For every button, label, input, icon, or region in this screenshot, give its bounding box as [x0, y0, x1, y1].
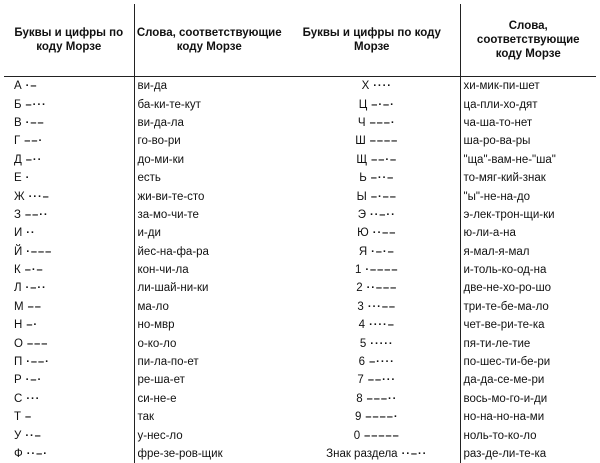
mnemonic-word: есть — [138, 172, 161, 184]
morse-code: –·– — [25, 264, 44, 276]
morse-character: О — [14, 338, 23, 350]
left-word-cell — [134, 187, 284, 205]
mnemonic-word: "ща"-вам-не-"ша" — [464, 154, 556, 166]
morse-code: ··–·· — [370, 209, 396, 221]
mnemonic-word: вось-мо-го-и-ди — [464, 393, 548, 405]
left-word-cell — [134, 371, 284, 389]
mnemonic-word: ча-ша-то-нет — [464, 117, 533, 129]
morse-code: ···· — [373, 80, 392, 92]
right-word-cell — [460, 261, 596, 279]
mnemonic-word: и-ди — [138, 227, 161, 239]
morse-code: ·–·· — [26, 282, 47, 294]
right-letter-cell — [284, 95, 460, 113]
right-letter-cell — [284, 298, 460, 316]
left-letter-cell — [4, 408, 134, 426]
right-word-cell — [460, 224, 596, 242]
left-word-cell — [134, 224, 284, 242]
morse-code: ··– — [25, 430, 41, 442]
left-word-cell — [134, 151, 284, 169]
mnemonic-word: по-шес-ти-бе-ри — [464, 356, 551, 368]
table-row — [4, 445, 596, 463]
right-letter-cell — [284, 316, 460, 334]
mnemonic-word: пи-ла-по-ет — [138, 356, 199, 368]
table-header — [4, 4, 596, 77]
mnemonic-word: э-лек-трон-щи-ки — [464, 209, 555, 221]
left-letter-cell — [4, 261, 134, 279]
morse-code: –·–· — [371, 99, 395, 111]
morse-character: К — [14, 264, 21, 276]
right-word-cell — [460, 279, 596, 297]
left-letter-cell — [4, 334, 134, 352]
right-letter-cell — [284, 206, 460, 224]
morse-character: Ч — [358, 117, 366, 129]
left-letter-cell — [4, 114, 134, 132]
morse-code: ––––· — [365, 411, 398, 423]
table-row — [4, 243, 596, 261]
right-letter-cell — [284, 353, 460, 371]
table-row — [4, 334, 596, 352]
morse-character: Ю — [357, 227, 369, 239]
morse-code: ··–– — [373, 227, 397, 239]
mnemonic-word: ви-да-ла — [138, 117, 184, 129]
header-words-left: Слова, соответствующие коду Морзе — [134, 4, 284, 77]
table-body — [4, 77, 596, 463]
right-word-cell — [460, 390, 596, 408]
table-row — [4, 316, 596, 334]
morse-code: ··––– — [367, 282, 398, 294]
table-row — [4, 206, 596, 224]
morse-character: Р — [14, 374, 22, 386]
morse-code: ····· — [370, 338, 393, 350]
morse-code: ––· — [24, 135, 43, 147]
morse-character: С — [14, 393, 22, 405]
morse-character: Ь — [359, 172, 367, 184]
mnemonic-word: у-нес-ло — [138, 430, 183, 442]
mnemonic-word: чет-ве-ри-те-ка — [464, 319, 545, 331]
right-word-cell — [460, 445, 596, 463]
morse-character: Щ — [356, 154, 367, 166]
morse-character: Й — [14, 246, 22, 258]
left-letter-cell — [4, 95, 134, 113]
left-letter-cell — [4, 426, 134, 444]
morse-code: –·· — [26, 154, 42, 166]
morse-character: Ц — [359, 99, 368, 111]
table-row — [4, 151, 596, 169]
left-word-cell — [134, 298, 284, 316]
morse-character: 3 — [357, 301, 363, 313]
mnemonic-word: пя-ти-ле-тие — [464, 338, 531, 350]
left-word-cell — [134, 77, 284, 96]
morse-character: Г — [14, 135, 20, 147]
left-letter-cell — [4, 77, 134, 96]
left-letter-cell — [4, 279, 134, 297]
right-word-cell — [460, 169, 596, 187]
table-row — [4, 224, 596, 242]
morse-character: З — [14, 209, 21, 221]
morse-character: Ж — [14, 191, 25, 203]
left-letter-cell — [4, 353, 134, 371]
right-letter-cell — [284, 445, 460, 463]
morse-character: Л — [14, 282, 22, 294]
right-letter-cell — [284, 224, 460, 242]
table-row — [4, 426, 596, 444]
header-letters-right: Буквы и цифры по коду Морзе — [284, 4, 460, 77]
morse-code: ––––– — [364, 430, 400, 442]
left-letter-cell — [4, 371, 134, 389]
morse-code: ·––· — [26, 356, 50, 368]
morse-code-table — [4, 4, 596, 463]
mnemonic-word: го-во-ри — [138, 135, 181, 147]
right-letter-cell — [284, 114, 460, 132]
right-letter-cell — [284, 243, 460, 261]
morse-character: А — [14, 80, 22, 92]
morse-character: М — [14, 301, 24, 313]
morse-code: ·– — [26, 80, 38, 92]
left-word-cell — [134, 132, 284, 150]
morse-character: 7 — [357, 374, 363, 386]
mnemonic-word: раз-де-ли-те-ка — [464, 448, 547, 460]
table-row — [4, 390, 596, 408]
mnemonic-word: ю-ли-а-на — [464, 227, 516, 239]
mnemonic-word: жи-ви-те-сто — [138, 191, 205, 203]
right-word-cell — [460, 95, 596, 113]
morse-code: –··– — [371, 172, 395, 184]
left-letter-cell — [4, 316, 134, 334]
mnemonic-word: да-да-се-ме-ри — [464, 374, 545, 386]
right-word-cell — [460, 243, 596, 261]
right-letter-cell — [284, 151, 460, 169]
left-word-cell — [134, 445, 284, 463]
right-letter-cell — [284, 169, 460, 187]
left-word-cell — [134, 353, 284, 371]
mnemonic-word: ли-шай-ни-ки — [138, 282, 209, 294]
mnemonic-word: то-мяг-кий-знак — [464, 172, 546, 184]
table-row — [4, 77, 596, 96]
right-word-cell — [460, 151, 596, 169]
morse-code: ··–· — [27, 448, 48, 460]
morse-character: У — [14, 430, 21, 442]
morse-character: Ш — [355, 135, 366, 147]
right-letter-cell — [284, 408, 460, 426]
mnemonic-word: фре-зе-ров-щик — [138, 448, 223, 460]
right-word-cell — [460, 77, 596, 96]
table-row — [4, 114, 596, 132]
morse-code: ··· — [26, 393, 40, 405]
table-row — [4, 408, 596, 426]
morse-character: Д — [14, 154, 22, 166]
mnemonic-word: ма-ло — [138, 301, 169, 313]
left-word-cell — [134, 261, 284, 279]
mnemonic-word: ба-ки-те-кут — [138, 99, 201, 111]
left-word-cell — [134, 390, 284, 408]
morse-code: –··· — [26, 99, 47, 111]
right-word-cell — [460, 426, 596, 444]
left-word-cell — [134, 334, 284, 352]
morse-character: 0 — [354, 430, 360, 442]
morse-character: Е — [14, 172, 22, 184]
morse-code: ·· — [26, 227, 35, 239]
right-word-cell — [460, 371, 596, 389]
left-letter-cell — [4, 298, 134, 316]
mnemonic-word: ноль-то-ко-ло — [464, 430, 537, 442]
morse-character: Н — [14, 319, 22, 331]
right-letter-cell — [284, 132, 460, 150]
right-word-cell — [460, 298, 596, 316]
morse-character: Т — [14, 411, 21, 423]
mnemonic-word: кон-чи-ла — [138, 264, 189, 276]
right-letter-cell — [284, 279, 460, 297]
right-word-cell — [460, 206, 596, 224]
morse-code: ––·– — [371, 154, 397, 166]
table-row — [4, 187, 596, 205]
right-letter-cell — [284, 77, 460, 96]
morse-code: ·–– — [26, 117, 45, 129]
right-word-cell — [460, 353, 596, 371]
morse-code: ––– — [27, 338, 48, 350]
left-word-cell — [134, 114, 284, 132]
right-word-cell — [460, 114, 596, 132]
mnemonic-word: ви-да — [138, 80, 167, 92]
mnemonic-word: ре-ша-ет — [138, 374, 185, 386]
morse-character: 8 — [356, 393, 362, 405]
left-word-cell — [134, 426, 284, 444]
left-letter-cell — [4, 132, 134, 150]
morse-code: ·–·– — [371, 246, 395, 258]
table-row — [4, 132, 596, 150]
table-row — [4, 279, 596, 297]
mnemonic-word: хи-мик-пи-шет — [464, 80, 540, 92]
right-letter-cell — [284, 426, 460, 444]
morse-character: 2 — [356, 282, 362, 294]
mnemonic-word: ца-пли-хо-дят — [464, 99, 538, 111]
left-letter-cell — [4, 390, 134, 408]
morse-character: Б — [14, 99, 22, 111]
left-letter-cell — [4, 445, 134, 463]
left-letter-cell — [4, 206, 134, 224]
morse-character: Х — [362, 80, 370, 92]
mnemonic-word: "ы"-не-на-до — [464, 191, 531, 203]
morse-code: ·–––– — [365, 264, 398, 276]
morse-code: –···· — [369, 356, 395, 368]
table-row — [4, 169, 596, 187]
morse-character: Э — [358, 209, 366, 221]
morse-character: Знак раздела — [326, 448, 397, 460]
right-word-cell — [460, 132, 596, 150]
right-letter-cell — [284, 371, 460, 389]
morse-code: · — [26, 172, 31, 184]
header-words-right: Слова, соответствующие коду Морзе — [460, 4, 596, 77]
table-row — [4, 298, 596, 316]
mnemonic-word: я-мал-я-мал — [464, 246, 530, 258]
left-word-cell — [134, 279, 284, 297]
table-row — [4, 353, 596, 371]
table-row — [4, 371, 596, 389]
morse-code: ···–– — [368, 301, 396, 313]
left-word-cell — [134, 243, 284, 261]
right-word-cell — [460, 187, 596, 205]
morse-character: 4 — [359, 319, 365, 331]
left-word-cell — [134, 408, 284, 426]
mnemonic-word: но-на-но-на-ми — [464, 411, 545, 423]
morse-code: –– — [28, 301, 42, 313]
morse-code: –––·· — [367, 393, 398, 405]
mnemonic-word: так — [138, 411, 155, 423]
table-row — [4, 261, 596, 279]
left-word-cell — [134, 95, 284, 113]
mnemonic-word: и-толь-ко-од-на — [464, 264, 547, 276]
morse-code: –· — [26, 319, 38, 331]
mnemonic-word: три-те-бе-ма-ло — [464, 301, 549, 313]
morse-character: Ф — [14, 448, 23, 460]
table-row — [4, 95, 596, 113]
right-word-cell — [460, 408, 596, 426]
left-word-cell — [134, 169, 284, 187]
morse-character: 6 — [359, 356, 365, 368]
morse-code: ····– — [369, 319, 395, 331]
morse-code: ··–·· — [402, 448, 428, 460]
morse-code: ·–· — [26, 374, 42, 386]
left-letter-cell — [4, 151, 134, 169]
header-letters-left: Буквы и цифры по коду Морзе — [4, 4, 134, 77]
right-letter-cell — [284, 261, 460, 279]
morse-character: В — [14, 117, 22, 129]
left-letter-cell — [4, 169, 134, 187]
left-letter-cell — [4, 187, 134, 205]
right-word-cell — [460, 316, 596, 334]
morse-code: ·––– — [26, 246, 52, 258]
right-letter-cell — [284, 390, 460, 408]
morse-character: 1 — [355, 264, 361, 276]
morse-character: П — [14, 356, 22, 368]
morse-code: –·–– — [371, 191, 397, 203]
left-word-cell — [134, 206, 284, 224]
morse-character: Я — [359, 246, 367, 258]
right-word-cell — [460, 334, 596, 352]
mnemonic-word: две-не-хо-ро-шо — [464, 282, 552, 294]
morse-character: Ы — [357, 191, 367, 203]
morse-code: ––·· — [25, 209, 49, 221]
header-row — [4, 4, 596, 77]
left-word-cell — [134, 316, 284, 334]
mnemonic-word: о-ко-ло — [138, 338, 177, 350]
mnemonic-word: до-ми-ки — [138, 154, 185, 166]
morse-code: ···– — [29, 191, 50, 203]
mnemonic-word: ша-ро-ва-ры — [464, 135, 531, 147]
morse-character: 9 — [355, 411, 361, 423]
mnemonic-word: си-не-е — [138, 393, 177, 405]
mnemonic-word: но-мвр — [138, 319, 175, 331]
right-letter-cell — [284, 187, 460, 205]
mnemonic-word: йес-на-фа-ра — [138, 246, 209, 258]
morse-code: –––· — [370, 117, 396, 129]
mnemonic-word: за-мо-чи-те — [138, 209, 199, 221]
left-letter-cell — [4, 243, 134, 261]
morse-character: 5 — [360, 338, 366, 350]
right-letter-cell — [284, 334, 460, 352]
morse-code: –––– — [370, 135, 398, 147]
left-letter-cell — [4, 224, 134, 242]
morse-code: – — [25, 411, 32, 423]
morse-table-container — [4, 4, 596, 458]
morse-code: ––··· — [368, 374, 396, 386]
morse-character: И — [14, 227, 22, 239]
